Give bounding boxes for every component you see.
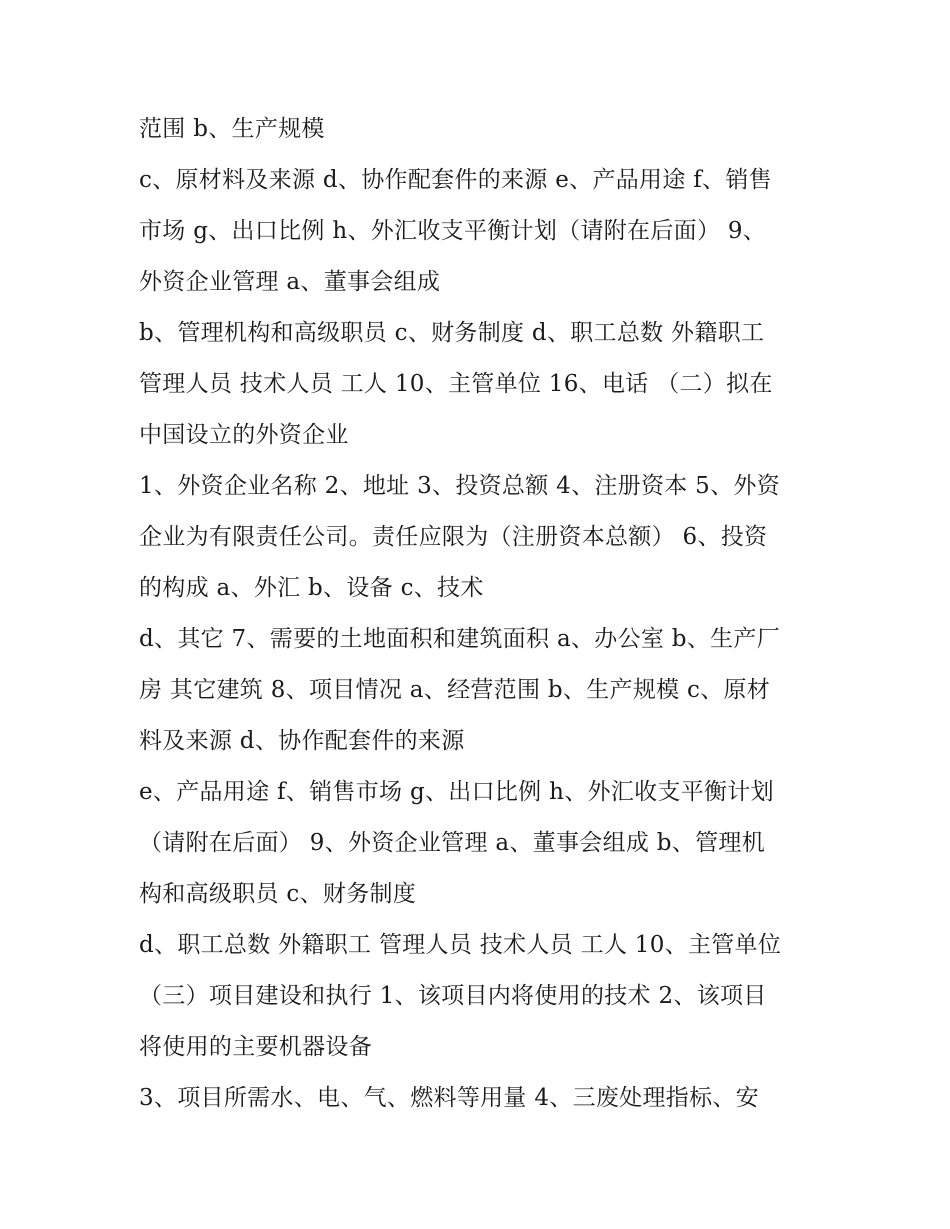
text-line: 料及来源 d、协作配套件的来源 bbox=[139, 728, 465, 754]
text-line: 房 其它建筑 8、项目情况 a、经营范围 b、生产规模 c、原材 bbox=[139, 677, 771, 703]
text-line: b、管理机构和高级职员 c、财务制度 d、职工总数 外籍职工 bbox=[139, 320, 765, 346]
text-line: d、职工总数 外籍职工 管理人员 技术人员 工人 10、主管单位 bbox=[139, 932, 782, 958]
text-line: （三）项目建设和执行 1、该项目内将使用的技术 2、该项目 bbox=[139, 983, 767, 1009]
text-line: 中国设立的外资企业 bbox=[139, 422, 349, 448]
text-line: e、产品用途 f、销售市场 g、出口比例 h、外汇收支平衡计划 bbox=[139, 779, 774, 805]
text-line: 范围 b、生产规模 bbox=[139, 116, 325, 142]
text-line: 管理人员 技术人员 工人 10、主管单位 16、电话 （二）拟在 bbox=[139, 371, 773, 397]
text-line: c、原材料及来源 d、协作配套件的来源 e、产品用途 f、销售 bbox=[139, 167, 772, 193]
text-line: 将使用的主要机器设备 bbox=[139, 1034, 372, 1060]
text-line: 企业为有限责任公司。责任应限为（注册资本总额） 6、投资 bbox=[139, 524, 768, 550]
text-line: 3、项目所需水、电、气、燃料等用量 4、三废处理指标、安 bbox=[139, 1085, 759, 1111]
text-line: 的构成 a、外汇 b、设备 c、技术 bbox=[139, 575, 484, 601]
text-line: 外资企业管理 a、董事会组成 bbox=[139, 269, 441, 295]
text-line: （请附在后面） 9、外资企业管理 a、董事会组成 b、管理机 bbox=[139, 830, 766, 856]
document-body bbox=[139, 104, 829, 1124]
text-line: 构和高级职员 c、财务制度 bbox=[139, 881, 417, 907]
text-line: d、其它 7、需要的土地面积和建筑面积 a、办公室 b、生产厂 bbox=[139, 626, 781, 652]
text-line: 市场 g、出口比例 h、外汇收支平衡计划（请附在后面） 9、 bbox=[139, 218, 767, 244]
text-line: 1、外资企业名称 2、地址 3、投资总额 4、注册资本 5、外资 bbox=[139, 473, 781, 499]
